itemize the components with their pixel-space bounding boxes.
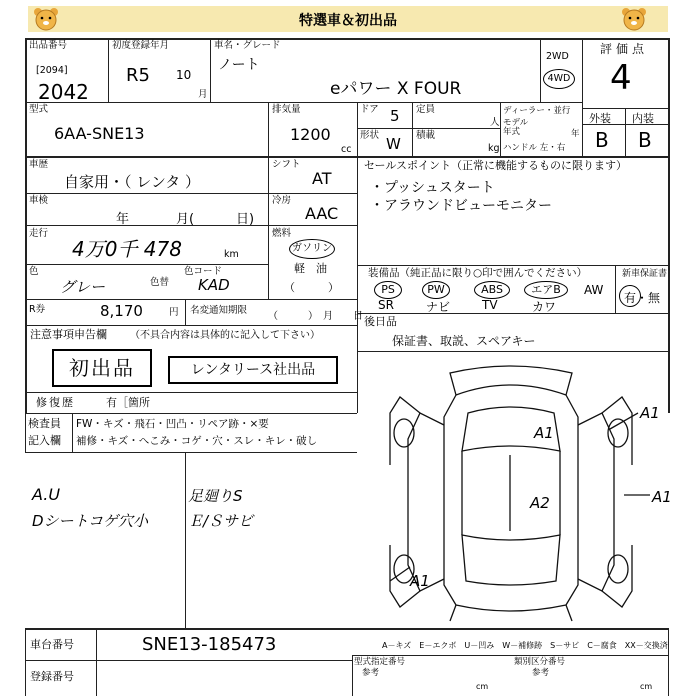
cm-unit: cm xyxy=(640,682,653,691)
divider xyxy=(268,156,269,299)
color-label: 色 xyxy=(29,266,39,277)
first-listing-stamp: 初出品 xyxy=(52,349,152,387)
exterior-label: 外装 xyxy=(589,112,611,125)
equipment-label: 装備品（純正品に限り○印で囲んでください） xyxy=(368,267,588,279)
rental-stamp: レンタリース社出品 xyxy=(168,356,338,384)
notice-label: 名変通知期限 xyxy=(190,305,248,316)
equip-abs: ABS xyxy=(474,281,510,299)
equip-ps: PS xyxy=(374,281,402,299)
equip-navi: ナビ xyxy=(426,300,451,314)
sales-points-label: セールスポイント（正常に機能するものに限ります） xyxy=(364,159,628,172)
page-title: 特選車＆初出品 xyxy=(299,13,397,29)
divider xyxy=(25,628,26,696)
divider xyxy=(412,102,413,156)
divider xyxy=(357,265,668,266)
inspector-line-1: FW・キズ・飛石・凹凸・リペア跡・×要 xyxy=(76,418,269,430)
divider xyxy=(25,413,357,414)
bottom-label: 型式指定番号 xyxy=(354,657,406,667)
header-banner xyxy=(28,6,668,32)
registration-month: 10 xyxy=(176,68,192,82)
divider xyxy=(25,102,582,103)
doors-value: 5 xyxy=(390,107,400,125)
bottom-label: 参考 xyxy=(362,668,380,678)
displacement-label: 排気量 xyxy=(272,104,301,115)
equip-airbag: エアB xyxy=(524,281,568,299)
inspection-day: 日) xyxy=(236,212,255,227)
divider xyxy=(357,351,668,352)
capacity-label: 定員 xyxy=(416,104,436,115)
note-handwritten: 足廻りS xyxy=(188,487,243,505)
notes-sub: （不具合内容は具体的に記入して下さい） xyxy=(130,330,320,341)
sales-point-item: ・プッシュスタート xyxy=(370,180,495,196)
shift-label: シフト xyxy=(272,159,301,170)
shape-value: W xyxy=(386,135,401,153)
damage-mark: A1 xyxy=(534,424,554,442)
after-value: 保証書、取説、スペアキー xyxy=(392,334,536,348)
fuel-other: （ ） xyxy=(284,281,339,294)
recycle-label: R券 xyxy=(29,304,46,315)
divider xyxy=(108,38,109,102)
divider xyxy=(357,313,668,314)
bear-mascot-icon xyxy=(32,6,60,32)
divider xyxy=(668,628,669,696)
chassis-value: SNE13-185473 xyxy=(142,634,277,655)
shift-value: AT xyxy=(312,169,332,188)
color-change-label: 色替 xyxy=(150,277,170,288)
divider xyxy=(210,38,211,102)
load-label: 積載 xyxy=(416,130,436,141)
lot-small-number: [2094] xyxy=(36,65,68,76)
divider xyxy=(352,655,353,696)
equip-pw: PW xyxy=(422,281,450,299)
table-border xyxy=(668,38,670,413)
divider xyxy=(582,38,583,156)
dealer-model-label: モデル xyxy=(503,118,529,128)
divider xyxy=(500,102,501,156)
note-handwritten: Dシートコゲ穴小 xyxy=(32,512,148,530)
divider xyxy=(25,156,669,158)
recycle-unit: 円 xyxy=(169,307,179,318)
exterior-grade: B xyxy=(595,128,609,152)
handle-label: ハンドル 左・右 xyxy=(503,143,566,153)
equip-aw: AW xyxy=(584,283,604,297)
score-label: 評価点 xyxy=(600,42,649,56)
cc-unit: cc xyxy=(341,144,352,155)
aircon-value: AAC xyxy=(305,204,339,223)
drive-2wd: 2WD xyxy=(546,51,569,62)
inspector-label: 検査員 xyxy=(28,417,61,430)
car-damage-diagram xyxy=(360,355,668,623)
fuel-light-oil: 軽 油 xyxy=(294,262,327,275)
repair-value: 有［箇所 xyxy=(106,396,150,409)
registration-label: 初度登録年月 xyxy=(112,40,170,51)
divider xyxy=(185,452,186,628)
equip-tv: TV xyxy=(482,298,498,312)
divider xyxy=(352,655,668,656)
type-label: 型式 xyxy=(29,104,49,115)
type-value: 6AA-SNE13 xyxy=(54,124,145,143)
divider xyxy=(25,413,26,452)
damage-mark: A1 xyxy=(652,488,672,506)
dealer-label: ディーラー・並行 xyxy=(503,106,571,116)
divider xyxy=(25,392,357,393)
history-label: 車歴 xyxy=(29,159,49,170)
model-name: ノート xyxy=(218,57,260,73)
divider xyxy=(25,660,352,661)
chassis-label: 車台番号 xyxy=(30,638,74,651)
divider xyxy=(615,265,616,313)
divider xyxy=(25,299,357,300)
interior-label: 内装 xyxy=(632,112,654,125)
interior-grade: B xyxy=(638,128,652,152)
equip-leather: カワ xyxy=(532,300,557,314)
inspector-label: 記入欄 xyxy=(28,434,61,447)
shape-label: 形状 xyxy=(360,130,380,141)
damage-mark: A2 xyxy=(530,494,550,512)
drive-4wd: 4WD xyxy=(543,69,575,89)
month-unit: 月 xyxy=(198,89,208,100)
inspection-year: 年 xyxy=(116,212,130,227)
guarantee-circle xyxy=(619,285,641,307)
displacement-value: 1200 xyxy=(290,125,331,144)
guarantee-label: 新車保証書 xyxy=(622,269,668,279)
equip-sr: SR xyxy=(378,298,394,312)
lot-number: 2042 xyxy=(38,80,89,104)
lot-label: 出品番号 xyxy=(29,40,68,51)
doors-label: ドア xyxy=(360,104,379,115)
dealer-year-unit: 年 xyxy=(571,129,580,139)
inspection-month: 月( xyxy=(176,212,195,227)
fuel-gasoline: ガソリン xyxy=(289,239,335,259)
history-value: 自家用・（ レンタ ） xyxy=(64,173,201,191)
score-value: 4 xyxy=(610,58,632,98)
aircon-label: 冷房 xyxy=(272,195,292,206)
sales-point-item: ・アラウンドビューモニター xyxy=(370,198,552,214)
after-label: 後日品 xyxy=(364,315,397,328)
cm-unit: cm xyxy=(476,682,489,691)
divider xyxy=(625,108,626,156)
note-handwritten: A.U xyxy=(32,485,61,504)
divider xyxy=(96,628,97,696)
divider xyxy=(357,156,358,413)
note-handwritten: Ｅ/Ｓサビ xyxy=(188,512,254,530)
notice-value: （ ） 月 日 xyxy=(268,311,363,322)
capacity-unit: 人 xyxy=(490,117,500,128)
notes-label: 注意事項申告欄 xyxy=(30,328,107,341)
divider xyxy=(268,102,269,156)
divider xyxy=(72,413,73,452)
divider xyxy=(25,452,357,453)
diagram-legend: A－キズ E－エクボ U－凹み W－補修跡 S－サビ C－腐食 XX－交換済 xyxy=(382,641,668,650)
inspector-line-2: 補修・キズ・へこみ・コゲ・穴・スレ・キレ・破し xyxy=(76,435,318,447)
inspection-label: 車検 xyxy=(29,195,49,206)
damage-mark: A1 xyxy=(640,404,660,422)
model-grade: eパワー X FOUR xyxy=(330,79,462,99)
divider xyxy=(357,128,500,129)
color-value: グレー xyxy=(60,278,106,296)
load-unit: kg xyxy=(488,143,500,154)
divider xyxy=(540,38,541,102)
reg-no-label: 登録番号 xyxy=(30,670,74,683)
registration-era: R5 xyxy=(126,65,150,86)
fuel-label: 燃料 xyxy=(272,228,292,239)
divider xyxy=(25,325,357,326)
model-label: 車名・グレード xyxy=(214,40,281,51)
divider xyxy=(357,102,358,156)
divider xyxy=(25,628,669,630)
divider xyxy=(25,193,357,194)
mileage-value: 4万0千 478 xyxy=(72,237,182,261)
mileage-label: 走行 xyxy=(29,228,49,239)
mileage-unit: km xyxy=(224,249,239,260)
bottom-label: 参考 xyxy=(532,668,550,678)
divider xyxy=(185,299,186,325)
dealer-year-label: 年式 xyxy=(503,127,521,137)
recycle-value: 8,170 xyxy=(100,302,143,320)
bottom-label: 類別区分番号 xyxy=(514,657,566,667)
bear-mascot-icon xyxy=(620,6,648,32)
color-code: KAD xyxy=(198,276,230,294)
guarantee-value: 有・無 xyxy=(624,291,661,305)
divider xyxy=(25,264,268,265)
repair-label: 修復歴 xyxy=(36,396,75,409)
color-code-label: 色コード xyxy=(184,266,223,277)
damage-mark: A1 xyxy=(410,572,430,590)
